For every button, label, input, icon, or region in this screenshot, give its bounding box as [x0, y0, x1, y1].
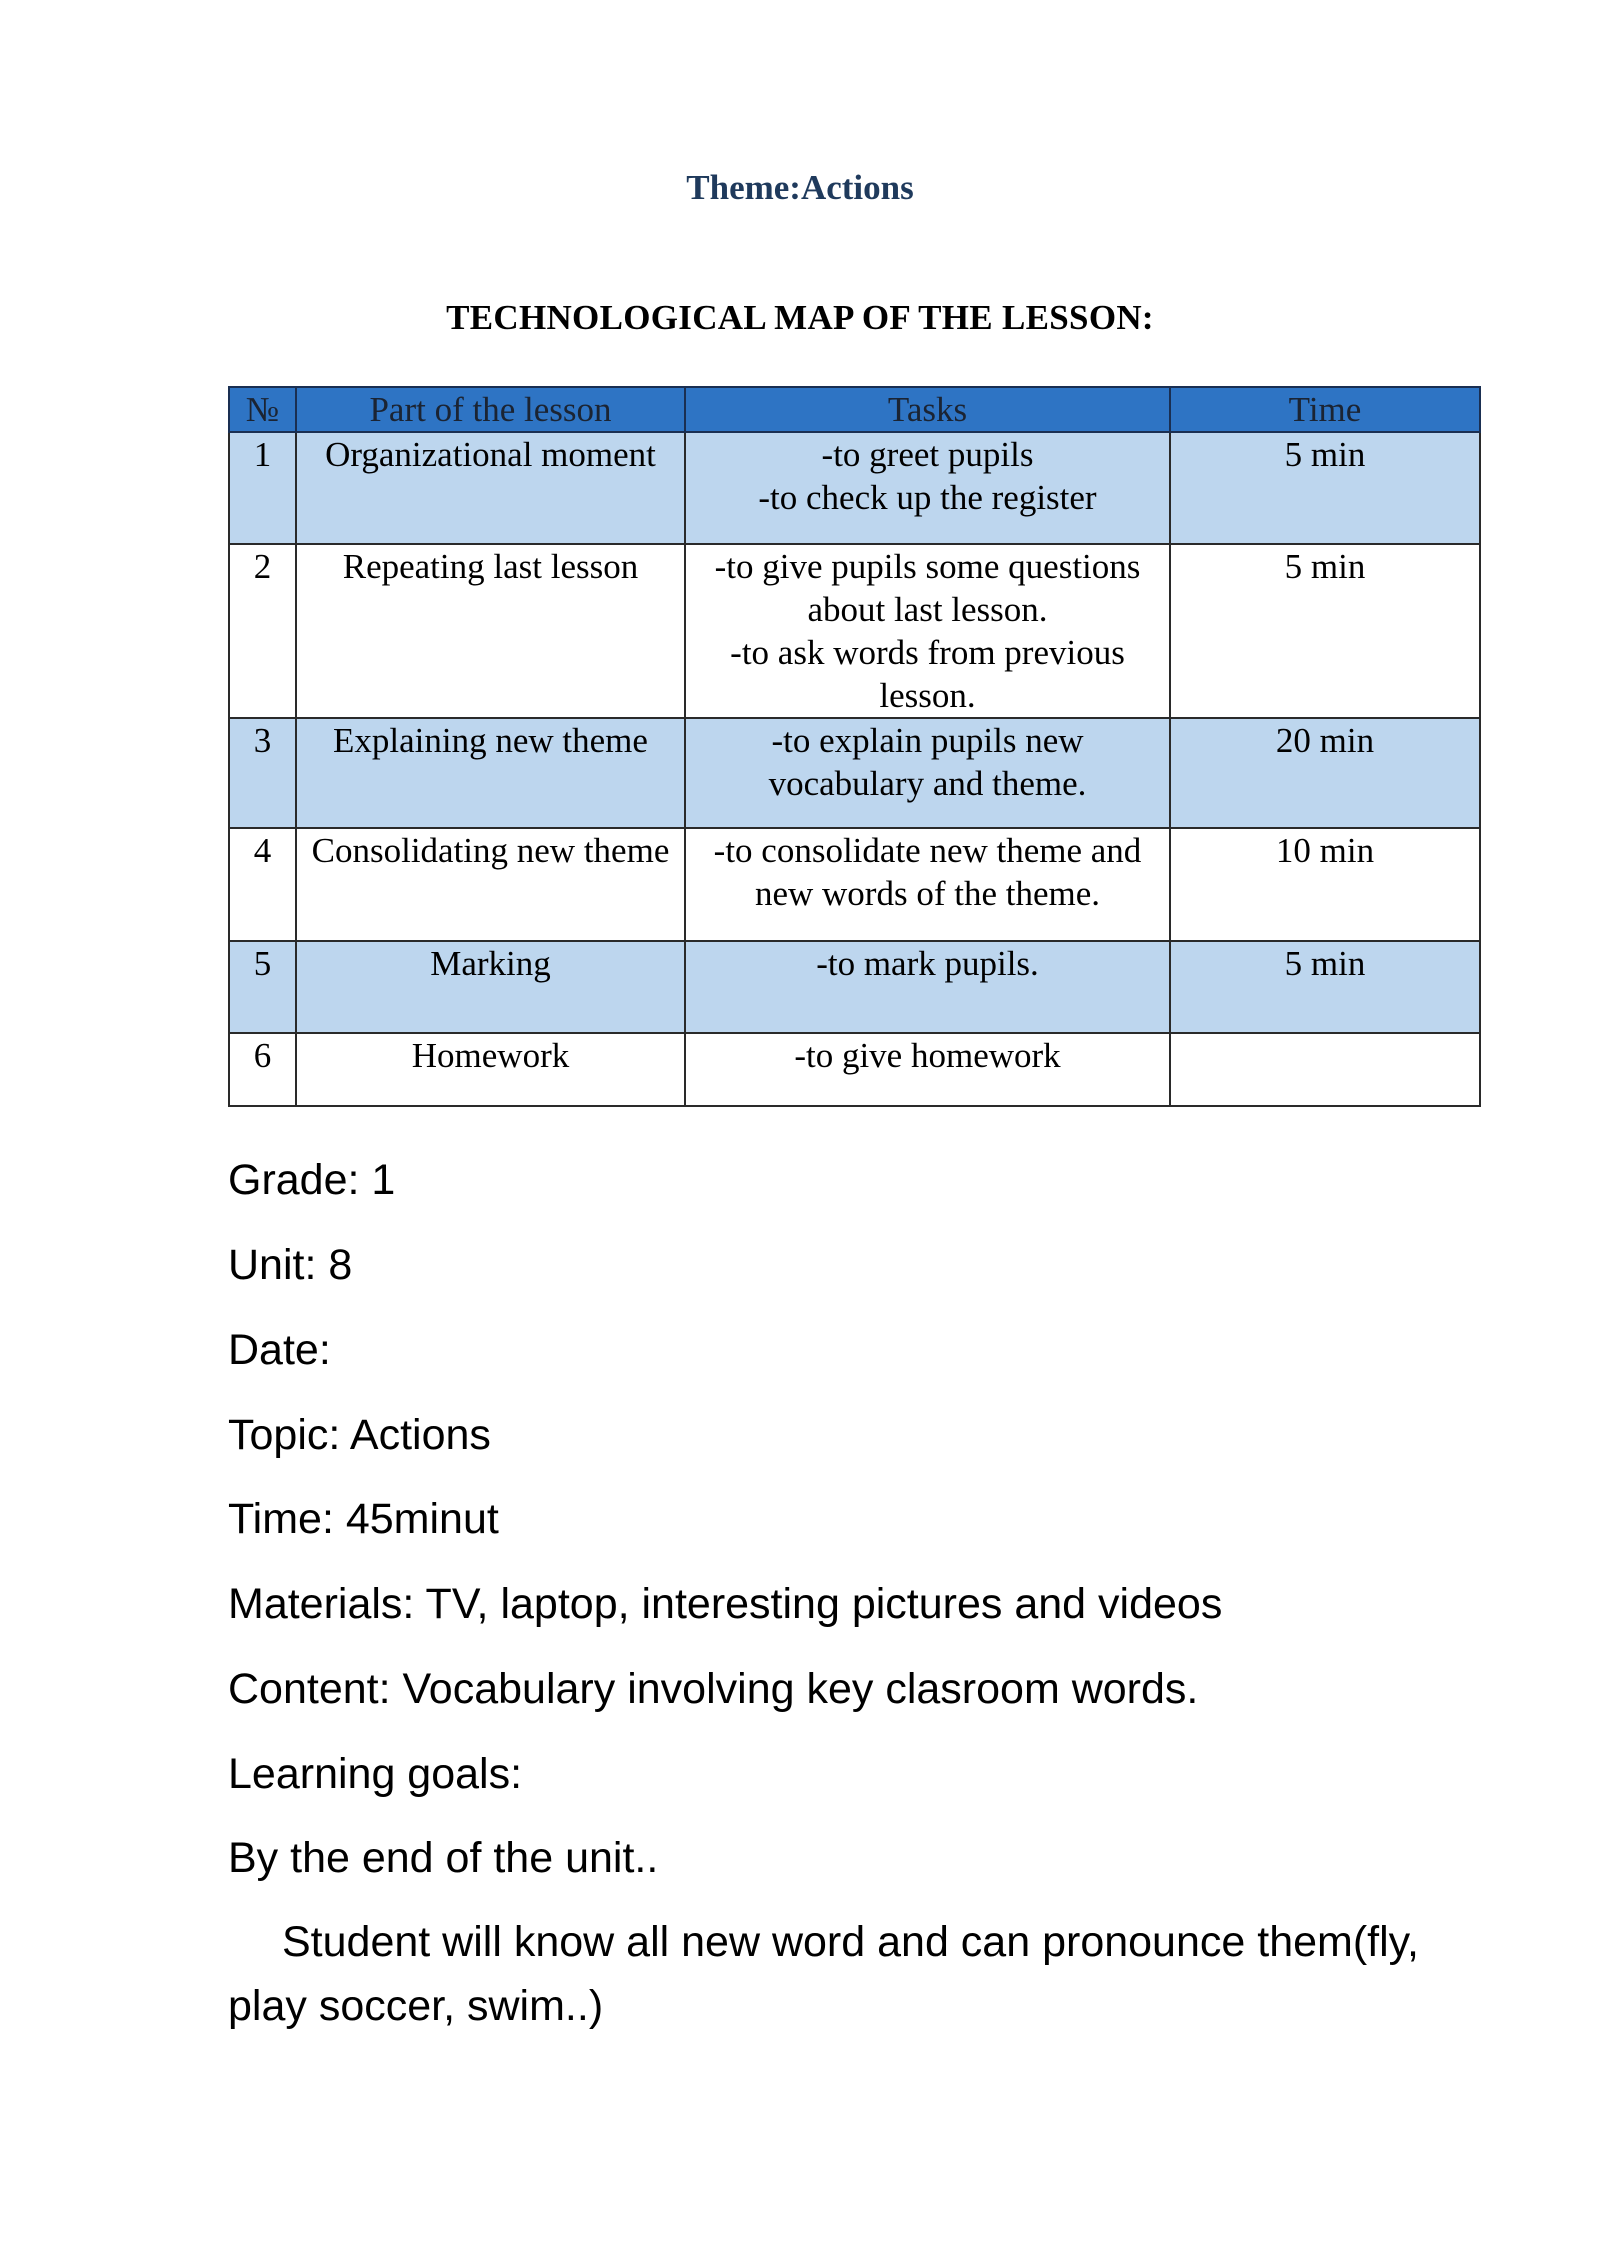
table-row [229, 1033, 1480, 1106]
row-tasks [685, 941, 1170, 1033]
row-time [1170, 1033, 1480, 1106]
content-line: Content: Vocabulary involving key clasroom words. [228, 1665, 1199, 1713]
row-part: Consolidating new theme [296, 828, 685, 941]
unit-line: Unit: 8 [228, 1241, 353, 1289]
map-title: TECHNOLOGICAL MAP OF THE LESSON: [446, 298, 1154, 337]
row-number: 1 [229, 432, 296, 544]
task-line: -to greet pupils [821, 435, 1034, 474]
lesson-map-table [228, 386, 1481, 1107]
row-time: 5 min [1170, 544, 1480, 718]
header-time: Time [1170, 387, 1480, 432]
grade-line: Grade: 1 [228, 1156, 396, 1204]
row-part: Organizational moment [296, 432, 685, 544]
header-part: Part of the lesson [296, 387, 685, 432]
row-number: 4 [229, 828, 296, 941]
table-row [229, 941, 1480, 1033]
task-line: -to explain pupils new vocabulary and theme. [768, 721, 1087, 803]
header-tasks: Tasks [685, 387, 1170, 432]
table-row [229, 544, 1480, 718]
row-part: Explaining new theme [296, 718, 685, 828]
row-tasks [685, 1033, 1170, 1106]
row-number: 6 [229, 1033, 296, 1106]
row-part: Homework [296, 1033, 685, 1106]
date-line: Date: [228, 1326, 331, 1374]
row-part: Marking [296, 941, 685, 1033]
task-line: -to consolidate new theme and new words of the theme. [713, 831, 1142, 913]
table-row [229, 718, 1480, 828]
task-line: -to ask words from previous lesson. [730, 633, 1125, 715]
header-number: № [229, 387, 296, 432]
task-line: -to check up the register [758, 478, 1097, 517]
table-row [229, 432, 1480, 544]
task-line: -to give homework [794, 1036, 1061, 1075]
row-time: 10 min [1170, 828, 1480, 941]
row-tasks [685, 544, 1170, 718]
topic-line: Topic: Actions [228, 1411, 491, 1459]
row-number: 2 [229, 544, 296, 718]
row-number: 5 [229, 941, 296, 1033]
materials-line: Materials: TV, laptop, interesting pictures and videos [228, 1580, 1223, 1628]
row-time: 20 min [1170, 718, 1480, 828]
by-end-line: By the end of the unit.. [228, 1834, 659, 1882]
table-row [229, 828, 1480, 941]
theme-heading: Theme:Actions [686, 168, 914, 207]
row-number: 3 [229, 718, 296, 828]
table-header-row [229, 387, 1480, 432]
row-tasks [685, 718, 1170, 828]
task-line: -to give pupils some questions about last lesson. [714, 547, 1141, 629]
task-line: -to mark pupils. [816, 944, 1039, 983]
outcome-paragraph: Student will know all new word and can pronounce them(fly, play soccer, swim..) [228, 1918, 1419, 2030]
row-time: 5 min [1170, 941, 1480, 1033]
learning-goals-line: Learning goals: [228, 1750, 523, 1798]
row-tasks [685, 828, 1170, 941]
row-part: Repeating last lesson [296, 544, 685, 718]
row-tasks [685, 432, 1170, 544]
row-time: 5 min [1170, 432, 1480, 544]
time-line: Time: 45minut [228, 1495, 499, 1543]
